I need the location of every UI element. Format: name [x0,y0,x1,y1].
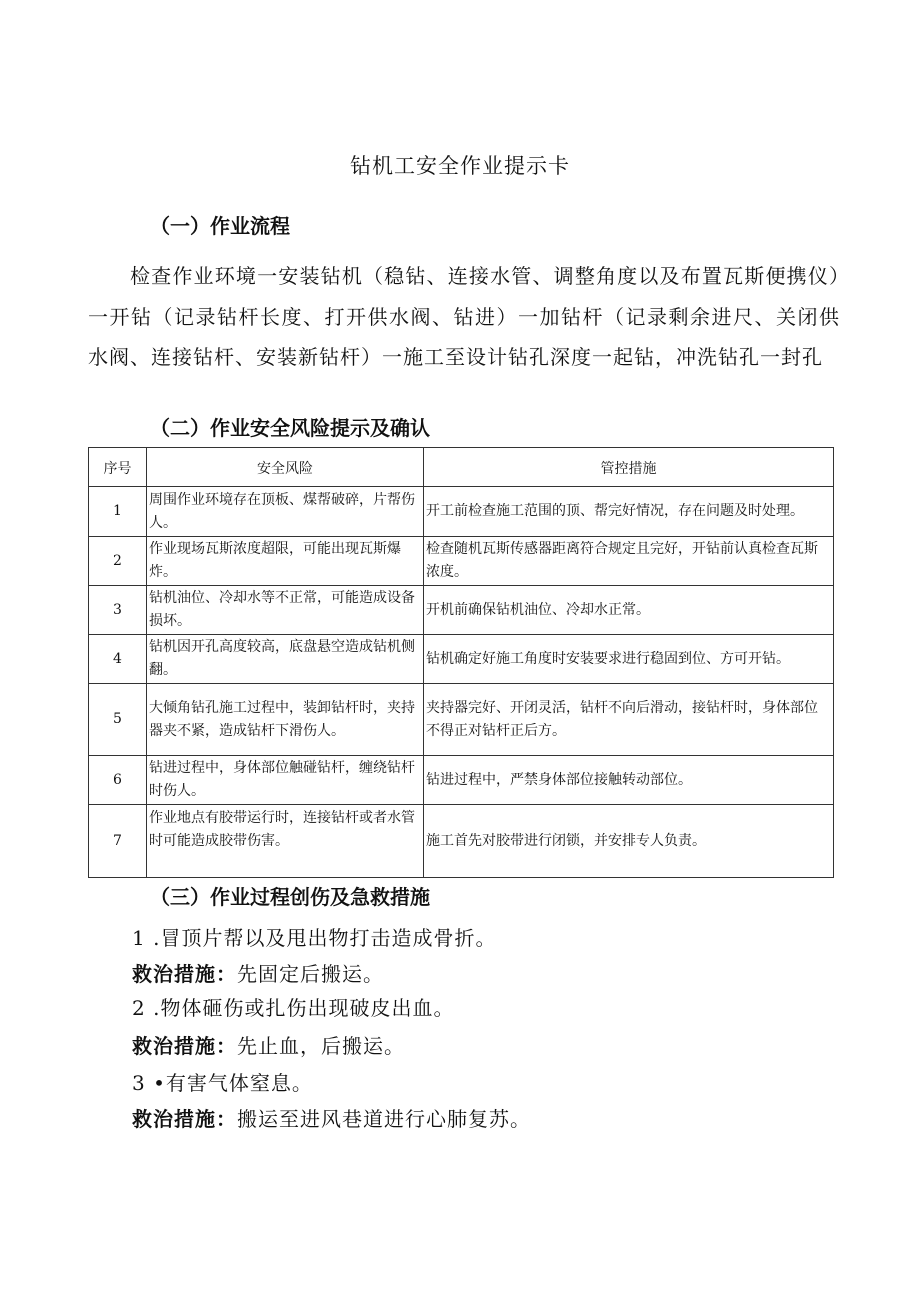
row-risk: 作业现场瓦斯浓度超限，可能出现瓦斯爆炸。 [147,537,424,586]
row-control: 钻进过程中，严禁身体部位接触转动部位。 [424,756,834,805]
flow-heading: （一）作业流程 [150,214,290,238]
table-row [89,635,834,684]
row-no: 1 [89,487,147,537]
row-risk: 钻机因开孔高度较高，底盘悬空造成钻机侧翻。 [147,635,424,684]
row-risk: 钻进过程中，身体部位触碰钻杆，缠绕钻杆时伤人。 [147,756,424,805]
header-control: 管控措施 [424,448,834,487]
treatment-label: 救治措施： [132,1107,237,1131]
row-no: 7 [89,805,147,878]
treatment-label: 救治措施： [132,1034,237,1058]
header-risk: 安全风险 [147,448,424,487]
row-no: 2 [89,537,147,586]
treatment-item [132,1030,405,1059]
flow-text: 检查作业环境一安装钻机（稳钻、连接水管、调整角度以及布置瓦斯便携仪）一开钻（记录钻杆长度、打开供水阀、钻进）一加钻杆（记录剩余进尺、关闭供水阀、连接钻杆、安装新钻杆）一施工至设计钻孔深度一起钻，冲洗钻孔一封孔 [88,264,840,369]
row-control: 施工首先对胶带进行闭锁，并安排专人负责。 [424,805,834,878]
table-row [89,487,834,537]
injury-item: 2 .物体砸伤或扎伤出现破皮出血。 [132,996,455,1020]
row-risk: 作业地点有胶带运行时，连接钻杆或者水管时可能造成胶带伤害。 [147,805,424,878]
row-no: 5 [89,684,147,756]
treatment-text: 先固定后搬运。 [237,962,384,986]
row-risk: 周围作业环境存在顶板、煤帮破碎，片帮伤人。 [147,487,424,537]
table-row [89,537,834,586]
row-risk: 大倾角钻孔施工过程中，装卸钻杆时，夹持器夹不紧，造成钻杆下滑伤人。 [147,684,424,756]
treatment-label: 救治措施： [132,962,237,986]
header-no: 序号 [89,448,147,487]
row-control: 开机前确保钻机油位、冷却水正常。 [424,586,834,635]
page-title: 钻机工安全作业提示卡 [350,154,570,178]
row-no: 3 [89,586,147,635]
treatment-text: 搬运至进风巷道进行心肺复苏。 [237,1107,531,1131]
row-control: 钻机确定好施工角度时安装要求进行稳固到位、方可开钻。 [424,635,834,684]
row-risk: 钻机油位、冷却水等不正常，可能造成设备损坏。 [147,586,424,635]
table-row [89,756,834,805]
treatment-item [132,1103,531,1132]
injury-item: 3 •有害气体窒息。 [132,1071,313,1095]
risk-table [88,447,834,878]
row-control: 夹持器完好、开闭灵活，钻杆不向后滑动，接钻杆时，身体部位不得正对钻杆正后方。 [424,684,834,756]
first-aid-heading: （三）作业过程创伤及急救措施 [150,885,430,909]
treatment-text: 先止血，后搬运。 [237,1034,405,1058]
row-control: 开工前检查施工范围的顶、帮完好情况，存在问题及时处理。 [424,487,834,537]
table-row [89,805,834,878]
table-row [89,586,834,635]
injury-item: 1 .冒顶片帮以及甩出物打击造成骨折。 [132,926,497,950]
row-control: 检查随机瓦斯传感器距离符合规定且完好，开钻前认真检查瓦斯浓度。 [424,537,834,586]
table-header-row [89,448,834,487]
row-no: 4 [89,635,147,684]
treatment-item [132,958,384,987]
row-no: 6 [89,756,147,805]
table-row [89,684,834,756]
risk-heading: （二）作业安全风险提示及确认 [150,416,430,440]
